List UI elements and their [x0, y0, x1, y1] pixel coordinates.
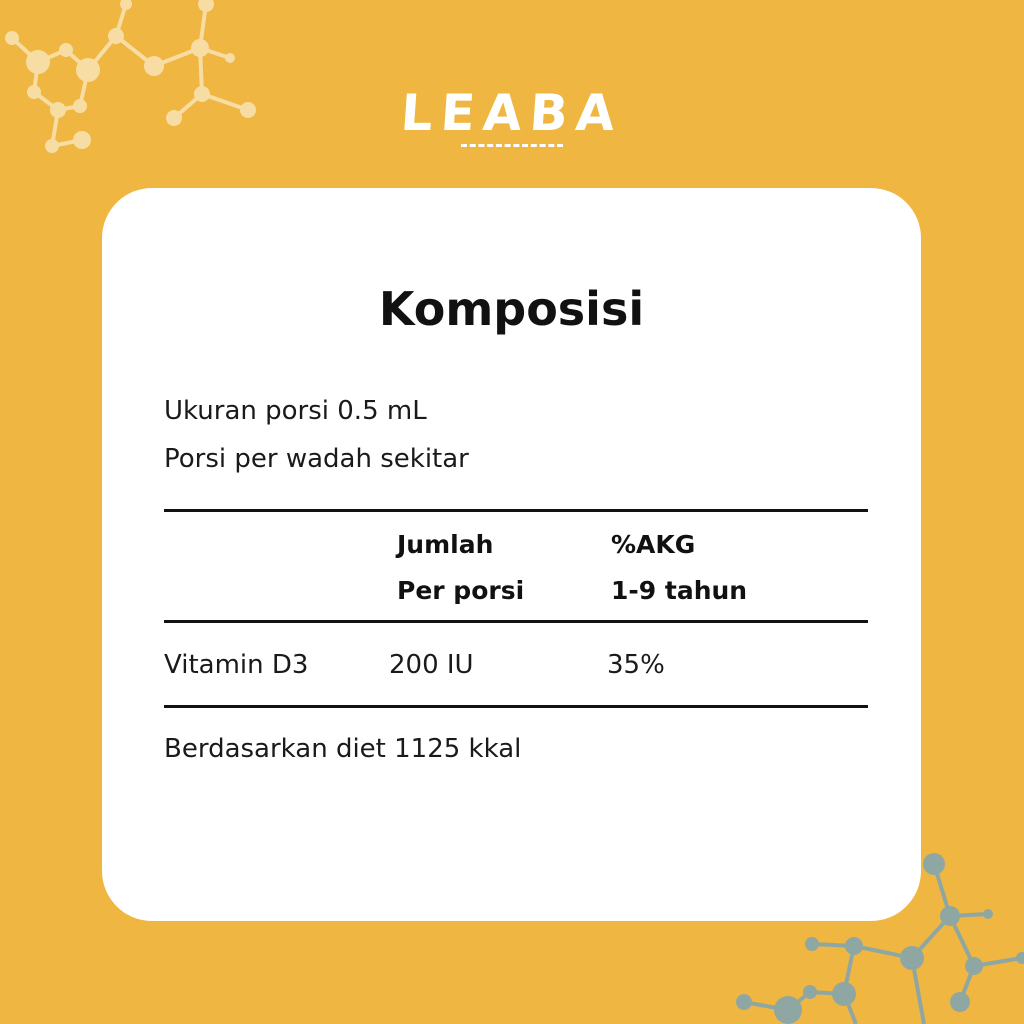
servings-per-container: Porsi per wadah sekitar — [164, 444, 469, 474]
composition-card — [102, 188, 921, 921]
serving-size: Ukuran porsi 0.5 mL — [164, 396, 427, 426]
header-amount-line1: Jumlah — [397, 530, 494, 559]
footnote: Berdasarkan diet 1125 kkal — [164, 734, 522, 764]
row-nutrient: Vitamin D3 — [164, 650, 309, 680]
table-header-rule — [164, 620, 868, 623]
header-amount-line2: Per porsi — [397, 576, 525, 605]
brand-name: LEABA — [399, 84, 625, 142]
table-bottom-rule — [164, 705, 868, 708]
header-akg-line1: %AKG — [611, 530, 696, 559]
logo-underline — [461, 144, 563, 147]
row-akg: 35% — [607, 650, 665, 680]
table-top-rule — [164, 509, 868, 512]
row-amount: 200 IU — [389, 650, 474, 680]
header-akg-line2: 1-9 tahun — [611, 576, 748, 605]
brand-logo — [0, 84, 1024, 147]
card-title: Komposisi — [378, 282, 645, 336]
